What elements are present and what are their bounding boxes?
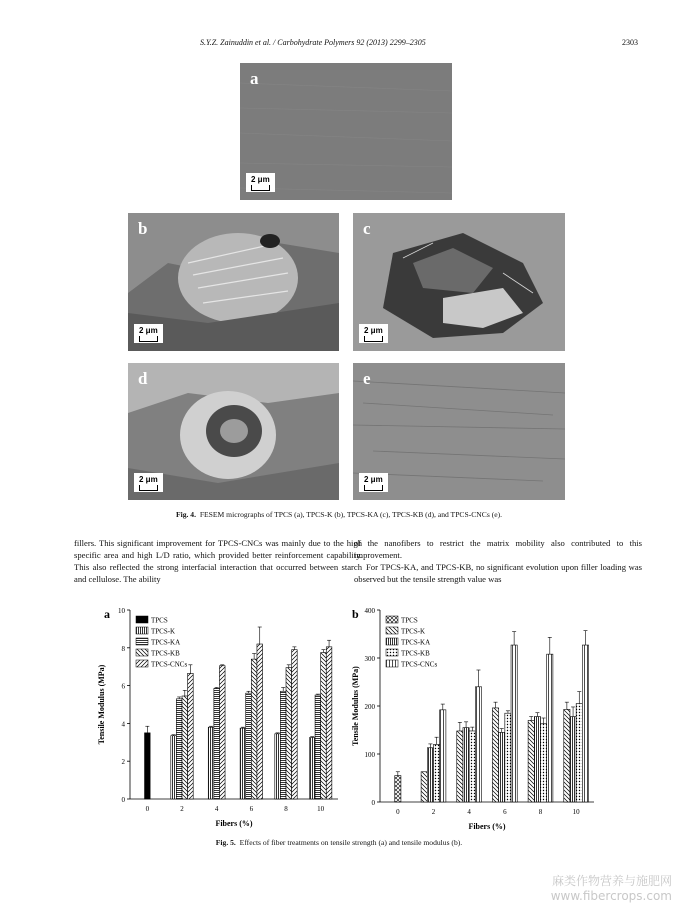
figure4-caption [0, 510, 678, 519]
bar-tpcs-k [208, 727, 214, 799]
legend-label: TPCS-K [151, 627, 176, 636]
x-tick-label: 0 [396, 808, 400, 816]
bar-tpcs-cncs [292, 650, 298, 799]
y-axis-label: Tensile Modulus (MPa) [351, 666, 360, 746]
bar-tpcs-cncs [475, 687, 481, 802]
bar-tpcs-ka [570, 717, 576, 802]
micrograph-d [128, 363, 339, 500]
legend-swatch [386, 638, 398, 645]
bar-tpcs-ka [534, 717, 540, 802]
bar-tpcs-k [492, 708, 498, 802]
bar-tpcs-cncs [188, 673, 194, 799]
legend-label: TPCS-KA [151, 638, 181, 647]
bar-tpcs-k [564, 709, 570, 802]
page-number: 2303 [622, 38, 638, 47]
legend-swatch [386, 627, 398, 634]
scale-bar-a [246, 173, 275, 192]
micrograph-e [353, 363, 565, 500]
legend-label: TPCS-CNCs [151, 660, 188, 669]
y-tick-label: 100 [364, 751, 375, 759]
figure4-caption-label: Fig. 4. [175, 510, 197, 519]
bar-tpcs-k [421, 772, 427, 802]
scale-label-c: 2 μm [364, 326, 383, 335]
chart-b-svg [350, 600, 600, 832]
panel-label-d: d [138, 369, 148, 388]
x-tick-label: 6 [503, 808, 507, 816]
legend-swatch [136, 616, 148, 623]
bar-tpcs-kb [286, 668, 292, 799]
legend-swatch [386, 649, 398, 656]
y-tick-label: 8 [121, 644, 125, 653]
panel-label: b [352, 607, 359, 621]
y-tick-label: 0 [121, 796, 125, 804]
y-axis-label: Tensile Modulus (MPa) [97, 664, 106, 745]
chart-b [350, 600, 600, 832]
bar-tpcs-cncs [440, 710, 446, 802]
legend-label: TPCS-KB [401, 649, 430, 658]
body-right-paragraph-1: of the nanofibers to restrict the matrix mobility also contributed to this improvement. [354, 538, 642, 560]
bar-tpcs-cncs [511, 645, 517, 802]
y-tick-label: 6 [121, 682, 125, 691]
x-tick-label: 2 [431, 808, 436, 816]
bar-tpcs [395, 776, 401, 802]
micrograph-b [128, 213, 339, 351]
bar-tpcs-k [240, 728, 246, 799]
bar-tpcs-ka [315, 695, 321, 799]
bar-tpcs-cncs [547, 654, 553, 802]
y-tick-label: 0 [371, 799, 375, 807]
legend-swatch [136, 660, 148, 667]
bar-tpcs-ka [280, 691, 286, 799]
bar-tpcs-kb [576, 704, 582, 802]
figure5-caption [0, 838, 678, 847]
bar-tpcs-k [171, 736, 177, 799]
x-tick-label: 2 [180, 805, 184, 813]
figure5-caption-text: Effects of fiber treatments on tensile strength (a) and tensile modulus (b). [239, 838, 463, 847]
journal-citation: S.Y.Z. Zainuddin et al. / Carbohydrate Polymers 92 (2013) 2299–2305 [200, 38, 426, 47]
scale-label-d: 2 μm [139, 475, 158, 484]
legend-label: TPCS [401, 616, 418, 625]
x-tick-label: 10 [317, 805, 325, 813]
panel-label-a: a [250, 69, 259, 88]
x-tick-label: 4 [214, 805, 219, 813]
y-tick-label: 300 [364, 655, 375, 663]
y-tick-label: 2 [121, 758, 125, 767]
watermark-line-2: www.fibercrops.com [550, 889, 672, 903]
legend-label: TPCS-KA [401, 638, 431, 647]
body-left-column [74, 537, 362, 585]
micrograph-a [240, 63, 452, 200]
bar-tpcs-kb [541, 724, 547, 802]
panel-label: a [104, 607, 110, 621]
legend-swatch [136, 627, 148, 634]
body-right-column [354, 537, 642, 585]
chart-a [96, 600, 346, 832]
bar-tpcs-kb [469, 731, 475, 802]
y-tick-label: 10 [118, 607, 125, 615]
scale-label-b: 2 μm [139, 326, 158, 335]
legend-swatch [136, 649, 148, 656]
x-tick-label: 8 [284, 805, 288, 813]
bar-tpcs-cncs [219, 666, 225, 799]
bar-tpcs-kb [182, 696, 188, 799]
x-axis-label: Fibers (%) [215, 819, 253, 828]
bar-tpcs-ka [499, 732, 505, 802]
bar-tpcs-ka [176, 699, 182, 799]
legend-label: TPCS [151, 616, 168, 625]
bar-tpcs-k [309, 738, 315, 799]
bar-tpcs-cncs [582, 645, 588, 802]
x-tick-label: 8 [538, 808, 543, 816]
legend-label: TPCS-K [401, 627, 426, 636]
scale-label-e: 2 μm [364, 475, 383, 484]
figure4-caption-text: FESEM micrographs of TPCS (a), TPCS-K (b), TPCS-KA (c), TPCS-KB (d), and TPCS-CNCs (e). [199, 510, 503, 519]
legend-swatch [136, 638, 148, 645]
scale-label-a: 2 μm [251, 175, 270, 184]
x-tick-label: 4 [467, 808, 471, 816]
legend-label: TPCS-CNCs [401, 660, 438, 669]
watermark-line-1: 麻类作物营养与施肥网 [551, 874, 672, 888]
bar-tpcs-kb [321, 653, 327, 799]
x-axis-label: Fibers (%) [468, 822, 506, 831]
legend-swatch [386, 660, 398, 667]
panel-label-c: c [363, 219, 371, 238]
bar-tpcs-k [457, 731, 463, 802]
scale-bar-d [134, 473, 163, 492]
y-tick-label: 200 [364, 703, 375, 711]
scale-bar-c [359, 324, 388, 343]
bar-tpcs-ka [463, 728, 469, 802]
bar-tpcs-kb [434, 744, 440, 802]
bar-tpcs-cncs [326, 647, 332, 799]
panel-label-e: e [363, 369, 371, 388]
y-tick-label: 4 [121, 720, 125, 729]
y-tick-label: 400 [364, 607, 375, 615]
scale-bar-e [359, 473, 388, 492]
bar-tpcs-ka [214, 688, 220, 799]
watermark [480, 872, 672, 903]
figure5-caption-label: Fig. 5. [215, 838, 236, 847]
chart-a-svg [96, 600, 346, 832]
bar-tpcs-ka [427, 748, 433, 802]
x-tick-label: 0 [145, 805, 150, 813]
scale-bar-b [134, 324, 163, 343]
x-tick-label: 10 [572, 808, 580, 816]
micrograph-c [353, 213, 565, 351]
bar-tpcs-kb [251, 659, 257, 799]
x-tick-label: 6 [249, 805, 254, 813]
bar-tpcs-cncs [257, 644, 263, 799]
legend-swatch [386, 616, 398, 623]
panel-label-b: b [138, 219, 148, 238]
bar-tpcs-kb [505, 713, 511, 802]
body-left-paragraph: fillers. This significant improvement for TPCS-CNCs was mainly due to the high specific area and high L/D ratio, which provided better reinforcement capability. This also reflected the strong interfacial interaction that occurred between starch and cellulose. The ability [74, 538, 362, 584]
bar-tpcs [145, 733, 151, 799]
legend-label: TPCS-KB [151, 649, 180, 658]
bar-tpcs-k [528, 720, 534, 802]
bar-tpcs-ka [246, 693, 252, 799]
bar-tpcs-k [275, 734, 281, 799]
body-right-paragraph-2: For TPCS-KA, and TPCS-KB, no significant evolution upon filler loading was observed but the tensile strength value was [354, 562, 642, 584]
